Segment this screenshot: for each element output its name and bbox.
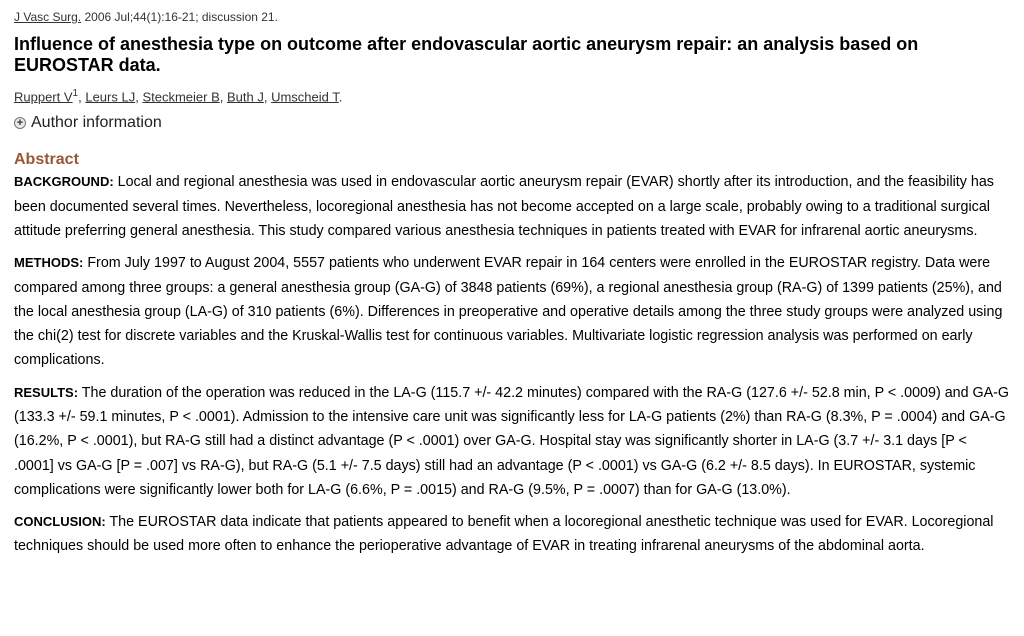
plus-circle-icon[interactable]: + bbox=[14, 117, 26, 129]
author-affiliation-marker: 1 bbox=[72, 88, 79, 99]
author-link[interactable]: Ruppert V bbox=[14, 89, 73, 105]
author-information-toggle[interactable] bbox=[14, 113, 1010, 133]
abstract-methods bbox=[14, 251, 1010, 372]
section-text: The duration of the operation was reduced in the LA-G (115.7 +/- 42.2 minutes) compared with the RA-G (127.6 +/- 52.8 min, P < .0009) and GA-G (133.3 +/- 59.1 minutes, P < .0001). Admission to the intensive care unit was significantly less for LA-G patients (2%) than RA-G (8.3%, P = .0004) and GA-G (16.2%, P < .0001), but RA-G still had a distinct advantage (P < .0001) over GA-G. Hospital stay was significantly shorter in LA-G (3.7 +/- 3.1 days [P < .0001] vs GA-G [P = .007] vs RA-G), but RA-G (5.1 +/- 7.5 days) still had an advantage (P < .0001) vs GA-G (6.2 +/- 8.5 days). In EUROSTAR, systemic complications were significantly lower both for LA-G (6.6%, P = .0015) and RA-G (9.5%, P = .0007) than for GA-G (13.0%). bbox=[14, 384, 1010, 498]
author-link[interactable]: Buth J bbox=[227, 89, 264, 105]
section-label: METHODS: bbox=[14, 255, 84, 271]
author-list: Ruppert $V^1$, Leurs LJ, Steckmeier B, Buth J, Umscheid T. bbox=[14, 88, 343, 105]
citation-details: 2006 Jul;44(1):16-21; discussion 21. bbox=[81, 10, 278, 24]
author-information-label[interactable]: Author information bbox=[31, 114, 162, 132]
author-link[interactable]: Steckmeier B bbox=[142, 89, 220, 105]
author-link[interactable]: Leurs LJ bbox=[85, 89, 136, 105]
section-label: CONCLUSION: bbox=[14, 514, 106, 530]
section-label: BACKGROUND: bbox=[14, 174, 114, 190]
journal-link[interactable]: J Vasc Surg. bbox=[14, 10, 82, 24]
abstract-results bbox=[14, 381, 1010, 502]
section-label: RESULTS: bbox=[14, 384, 79, 400]
abstract-background bbox=[14, 170, 1010, 243]
section-text: Local and regional anesthesia was used in endovascular aortic aneurysm repair (EVAR) shortly after its introduction, and the feasibility has been documented several times. Nevertheless, locoregional anesthesia has not become accepted on a large scale, probably owing to a traditional surgical attitude preferring general anesthesia. This study compared various anesthesia techniques in patients treated with EVAR for infrarenal aortic aneurysms. bbox=[14, 174, 994, 239]
abstract-conclusion bbox=[14, 510, 1010, 559]
citation-line bbox=[14, 9, 1010, 25]
abstract-heading: Abstract bbox=[14, 151, 79, 169]
section-text: The EUROSTAR data indicate that patients appeared to benefit when a locoregional anesthetic technique was used for EVAR. Locoregional techniques should be used more often to enhance the perioperative advantage of EVAR in treating infrarenal aneurysms of the abdominal aorta. bbox=[14, 514, 994, 555]
section-text: From July 1997 to August 2004, 5557 patients who underwent EVAR repair in 164 centers were enrolled in the EUROSTAR registry. Data were compared among three groups: a general anesthesia group (GA-G) of 3848 patients (69%), a regional anesthesia group (RA-G) of 1399 patients (25%), and the local anesthesia group (LA-G) of 310 patients (6%). Differences in preoperative and operative details among the three study groups were analyzed using the chi(2) test for discrete variables and the Kruskal-Wallis test for continuous variables. Multivariate logistic regression analysis was performed on early complications. bbox=[14, 255, 1003, 369]
author-link[interactable]: Umscheid T bbox=[271, 89, 339, 105]
article-title: Influence of anesthesia type on outcome after endovascular aortic aneurysm repair: an analysis based on EUROSTAR data. bbox=[14, 34, 919, 75]
